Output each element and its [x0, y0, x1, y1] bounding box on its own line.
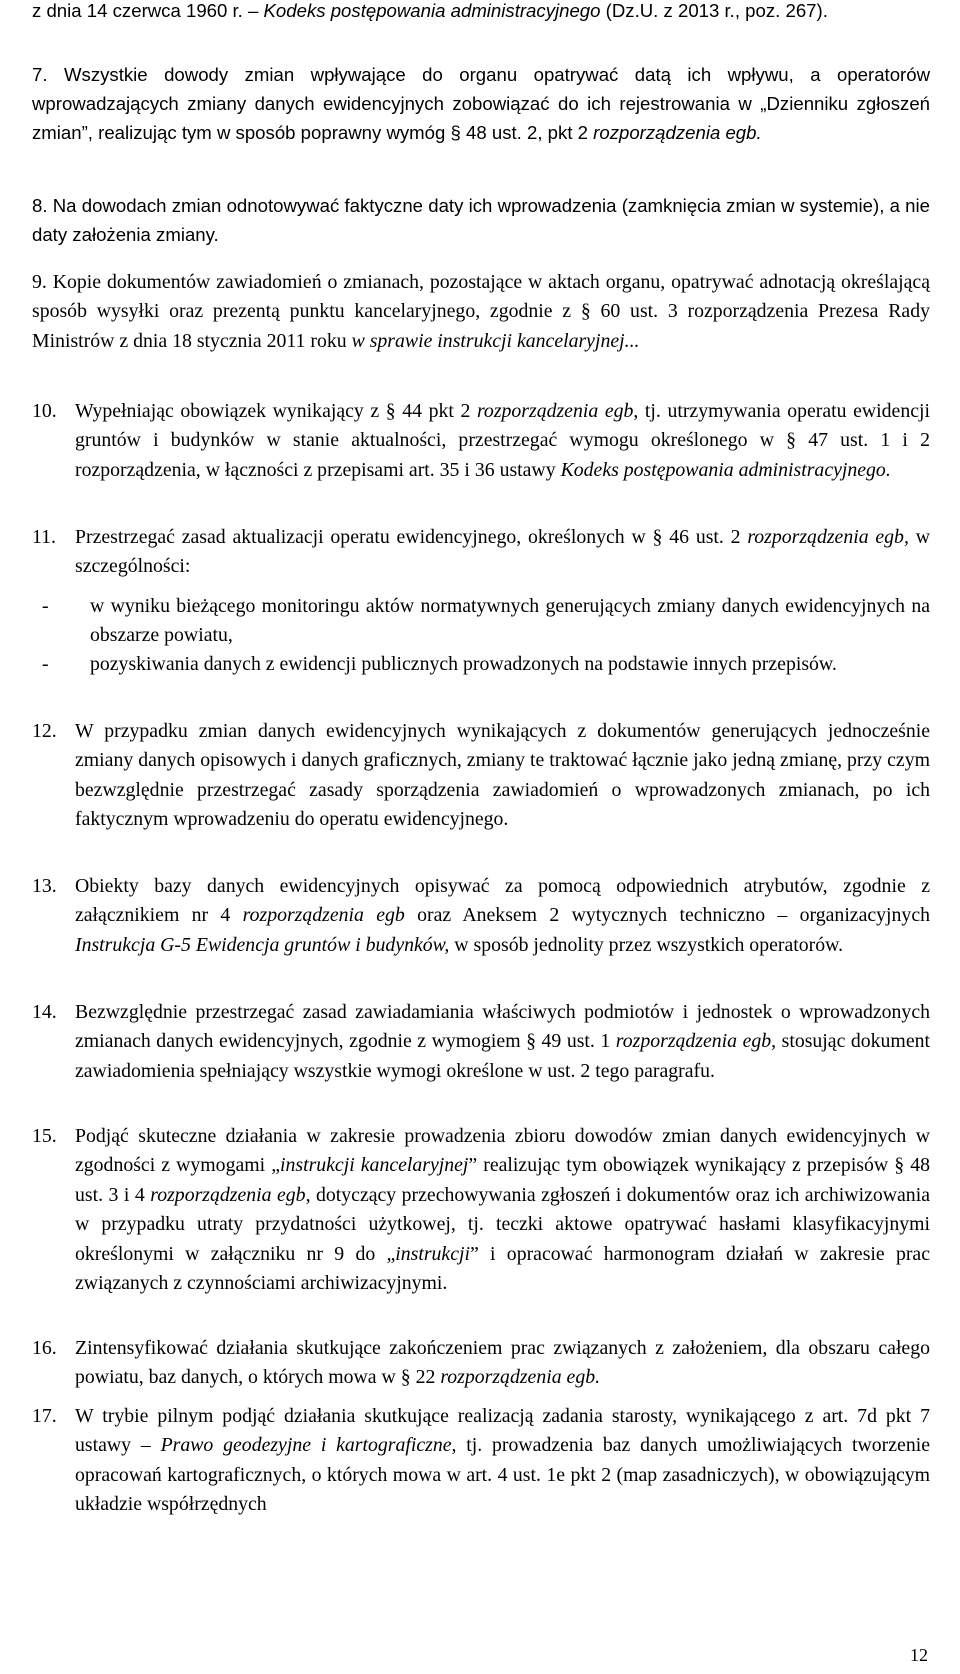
text-italic: Prawo geodezyjne i kartograficzne — [160, 1434, 452, 1457]
dash-bullet: - — [42, 595, 49, 617]
item-number: 7. — [32, 64, 48, 85]
text: , tj. prowadzenia baz danych umożliwiających tworzenie opracowań kartograficznych, o których mowa w art. 4 ust. 1e pkt 2 (map zasadniczych), w obowiązującym układzie współrzędnych — [75, 1434, 930, 1516]
list-item-dash-2 — [32, 650, 930, 679]
paragraph-12 — [32, 717, 930, 835]
text: Przestrzegać zasad aktualizacji operatu ewidencyjnego, określonych w § 46 ust. 2 — [75, 526, 741, 548]
text-italic: Instrukcja G-5 Ewidencja gruntów i budynków, — [75, 933, 450, 956]
paragraph-9 — [32, 268, 930, 356]
text: ” realizując tym obowiązek wynikający z przepisów § 48 ust. 3 i 4 — [75, 1154, 930, 1206]
item-number: 14. — [32, 1001, 57, 1023]
paragraph-10 — [32, 397, 930, 485]
text: ” i opracować harmonogram działań w zakresie prac związanych z czynnościami archiwizacyjnymi. — [75, 1242, 930, 1295]
text-italic: Kodeks postępowania administracyjnego. — [560, 458, 891, 481]
text: Na dowodach zmian odnotowywać faktyczne daty ich wprowadzenia (zamknięcia zmian w systemie), a nie daty założenia zmiany. — [32, 195, 930, 246]
text-italic: rozporządzenia egb — [615, 1030, 772, 1053]
text-italic: rozporządzenia egb — [150, 1183, 306, 1206]
list-item-dash-1 — [32, 592, 930, 651]
text: oraz Aneksem 2 wytycznych techniczno – organizacyjnych — [417, 904, 930, 927]
item-number: 12. — [32, 720, 57, 742]
item-number: 10. — [32, 400, 57, 422]
text: Zintensyfikować działania skutkujące zakończeniem prac związanych z założeniem, dla obszaru całego powiatu, baz danych, o których mowa w § 22 — [75, 1337, 930, 1389]
text-italic: Kodeks postępowania administracyjnego — [263, 0, 601, 21]
item-number: 11. — [32, 526, 56, 548]
paragraph-15 — [32, 1122, 930, 1298]
text-italic: rozporządzenia egb, — [747, 526, 909, 548]
text-italic: w sprawie instrukcji kancelaryjnej... — [351, 329, 640, 352]
paragraph-17 — [32, 1402, 930, 1520]
paragraph-continuation — [32, 0, 930, 25]
text-italic: rozporządzenia egb — [476, 400, 634, 422]
text: W trybie pilnym podjąć działania skutkujące realizacją zadania starosty, wynikającego z art. 7d pkt 7 ustawy – — [75, 1405, 930, 1457]
text: Bezwzględnie przestrzegać zasad zawiadamiania właściwych podmiotów i jednostek o wprowadzonych zmianach danych ewidencyjnych, zgodnie z wymogiem § 49 ust. 1 — [75, 1001, 930, 1053]
paragraph-14 — [32, 998, 930, 1086]
text: Podjąć skuteczne działania w zakresie prowadzenia zbioru dowodów zmian danych ewidencyjnych w zgodności z wymogami „ — [75, 1125, 930, 1177]
page-number: 12 — [910, 1645, 928, 1665]
item-number: 9. — [32, 271, 47, 293]
paragraph-11 — [32, 523, 930, 582]
text: Kopie dokumentów zawiadomień o zmianach, pozostające w aktach organu, opatrywać adnotacją określającą sposób wysyłki oraz prezentą punktu kancelaryjnego, zgodnie z § 60 ust. 3 rozporządzenia Prezesa Rady Ministrów z dnia 18 stycznia 2011 roku — [32, 271, 930, 352]
text: , stosując dokument zawiadomienia spełniający wszystkie wymogi określone w ust. 2 tego paragrafu. — [75, 1030, 930, 1082]
item-number: 13. — [32, 875, 57, 897]
text: W przypadku zmian danych ewidencyjnych wynikających z dokumentów generujących jednocześnie zmiany danych opisowych i danych graficznych, zmiany te traktować łącznie jako jedną zmianę, przy czym bezwzględnie przestrzegać zasady sporządzenia zawiadomień o wprowadzonych zmianach, po ich faktycznym wprowadzeniu do operatu ewidencyjnego. — [75, 720, 930, 831]
text: Wszystkie dowody zmian wpływające do organu opatrywać datą ich wpływu, a operatorów wprowadzających zmiany danych ewidencyjnych zobowiązać do ich rejestrowania w „Dzienniku zgłoszeń zmian”, realizując tym w sposób poprawny wymóg § 48 ust. 2, pkt 2 — [32, 64, 930, 144]
text: w szczególności: — [75, 526, 930, 578]
text: Obiekty bazy danych ewidencyjnych opisywać za pomocą odpowiednich atrybutów, zgodnie z załącznikiem nr 4 — [75, 875, 930, 927]
paragraph-7 — [32, 60, 930, 148]
paragraph-16 — [32, 1334, 930, 1393]
text: w wyniku bieżącego monitoringu aktów normatywnych generujących zmiany danych ewidencyjnych na obszarze powiatu, — [90, 595, 930, 647]
item-number: 17. — [32, 1405, 57, 1427]
text: , tj. utrzymywania operatu ewidencji gruntów i budynków w stanie aktualności, przestrzegać wymogu określonego w § 47 ust. 1 i 2 rozporządzenia, w łączności z przepisami art. 35 i 36 ustawy — [75, 400, 930, 481]
paragraph-8 — [32, 191, 930, 249]
text-italic: rozporządzenia egb — [242, 904, 405, 927]
text: pozyskiwania danych z ewidencji publicznych prowadzonych na podstawie innych przepisów. — [90, 653, 837, 675]
dash-bullet: - — [42, 653, 49, 675]
text: , dotyczący przechowywania zgłoszeń i dokumentów oraz ich archiwizowania w przypadku utraty przydatności użytkowej, tj. teczki aktowe opatrywać hasłami klasyfikacyjnymi określonymi w załączniku nr 9 do „ — [75, 1183, 930, 1265]
text: (Dz.U. z 2013 r., poz. 267). — [605, 0, 828, 21]
item-number: 15. — [32, 1125, 57, 1147]
item-number: 16. — [32, 1337, 57, 1359]
text: Wypełniając obowiązek wynikający z § 44 pkt 2 — [75, 400, 471, 422]
text-italic: rozporządzenia egb. — [593, 122, 762, 144]
text: z dnia 14 czerwca 1960 r. – — [32, 0, 259, 21]
item-number: 8. — [32, 195, 48, 216]
paragraph-13 — [32, 872, 930, 960]
text-italic: instrukcji — [395, 1242, 470, 1265]
text-italic: instrukcji kancelaryjnej — [279, 1154, 469, 1177]
text-italic: rozporządzenia egb. — [440, 1366, 601, 1389]
text: w sposób jednolity przez wszystkich operatorów. — [454, 933, 844, 956]
